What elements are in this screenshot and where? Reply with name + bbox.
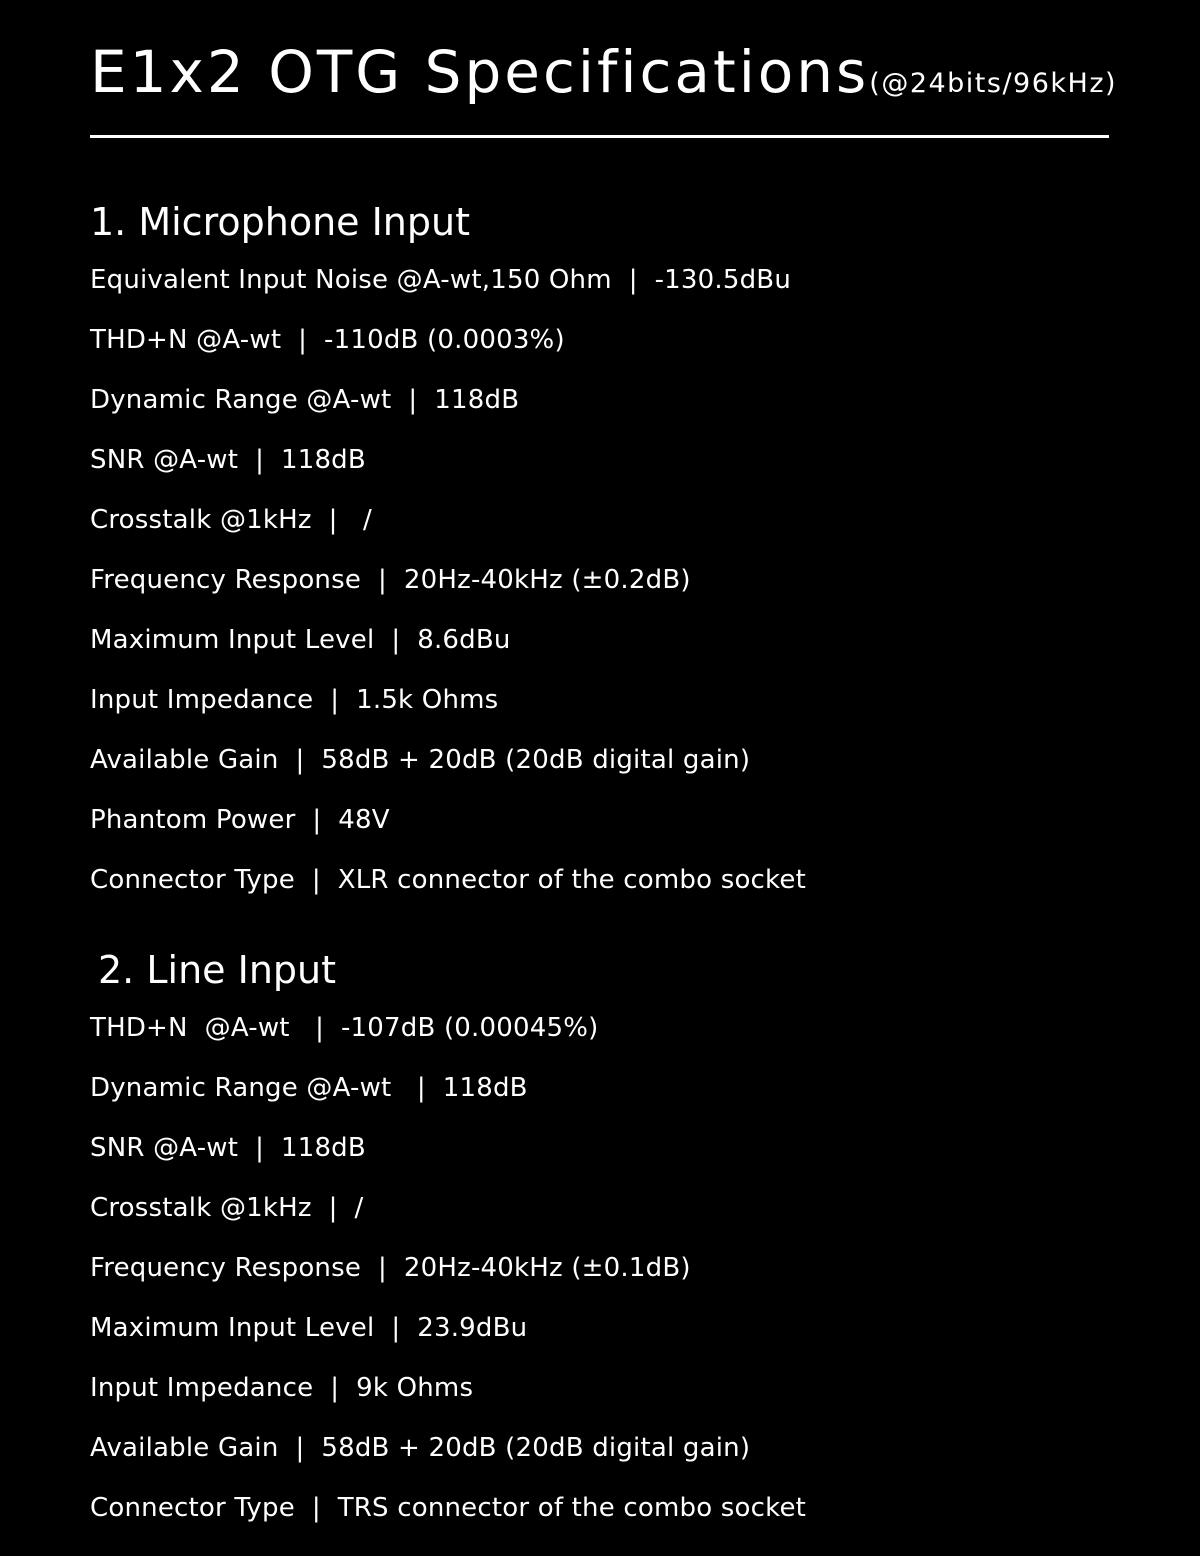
- spec-row: Dynamic Range @A-wt | 118dB: [90, 1073, 528, 1103]
- spec-row: Maximum Input Level | 8.6dBu: [90, 625, 511, 655]
- spec-row: Connector Type | XLR connector of the combo socket: [90, 865, 806, 895]
- spec-row: THD+N @A-wt | -110dB (0.0003%): [90, 325, 565, 355]
- page-title: [90, 38, 1117, 106]
- spec-row: Crosstalk @1kHz | /: [90, 1193, 364, 1223]
- spec-row: Frequency Response | 20Hz-40kHz (±0.2dB): [90, 565, 691, 595]
- spec-row: THD+N @A-wt | -107dB (0.00045%): [90, 1013, 599, 1043]
- section-heading-line-input: 2. Line Input: [98, 948, 337, 992]
- spec-row: Available Gain | 58dB + 20dB (20dB digital gain): [90, 745, 751, 775]
- spec-row: Input Impedance | 1.5k Ohms: [90, 685, 499, 715]
- spec-row: SNR @A-wt | 118dB: [90, 1133, 366, 1163]
- spec-row: Input Impedance | 9k Ohms: [90, 1373, 474, 1403]
- title-subtitle: (@24bits/96kHz): [869, 68, 1118, 99]
- spec-row: Equivalent Input Noise @A-wt,150 Ohm | -130.5dBu: [90, 265, 792, 295]
- spec-row: Available Gain | 58dB + 20dB (20dB digital gain): [90, 1433, 751, 1463]
- spec-row: Crosstalk @1kHz | /: [90, 505, 372, 535]
- spec-row: Dynamic Range @A-wt | 118dB: [90, 385, 520, 415]
- spec-row: Maximum Input Level | 23.9dBu: [90, 1313, 528, 1343]
- title-divider: [90, 135, 1109, 138]
- section-heading-microphone-input: 1. Microphone Input: [90, 200, 470, 244]
- title-main: E1x2 OTG Specifications: [90, 38, 870, 106]
- spec-list-line-input: [90, 1010, 806, 1550]
- spec-row: Frequency Response | 20Hz-40kHz (±0.1dB): [90, 1253, 691, 1283]
- spec-list-microphone-input: [90, 262, 806, 922]
- spec-row: SNR @A-wt | 118dB: [90, 445, 366, 475]
- spec-row: Connector Type | TRS connector of the combo socket: [90, 1493, 807, 1523]
- spec-row: Phantom Power | 48V: [90, 805, 390, 835]
